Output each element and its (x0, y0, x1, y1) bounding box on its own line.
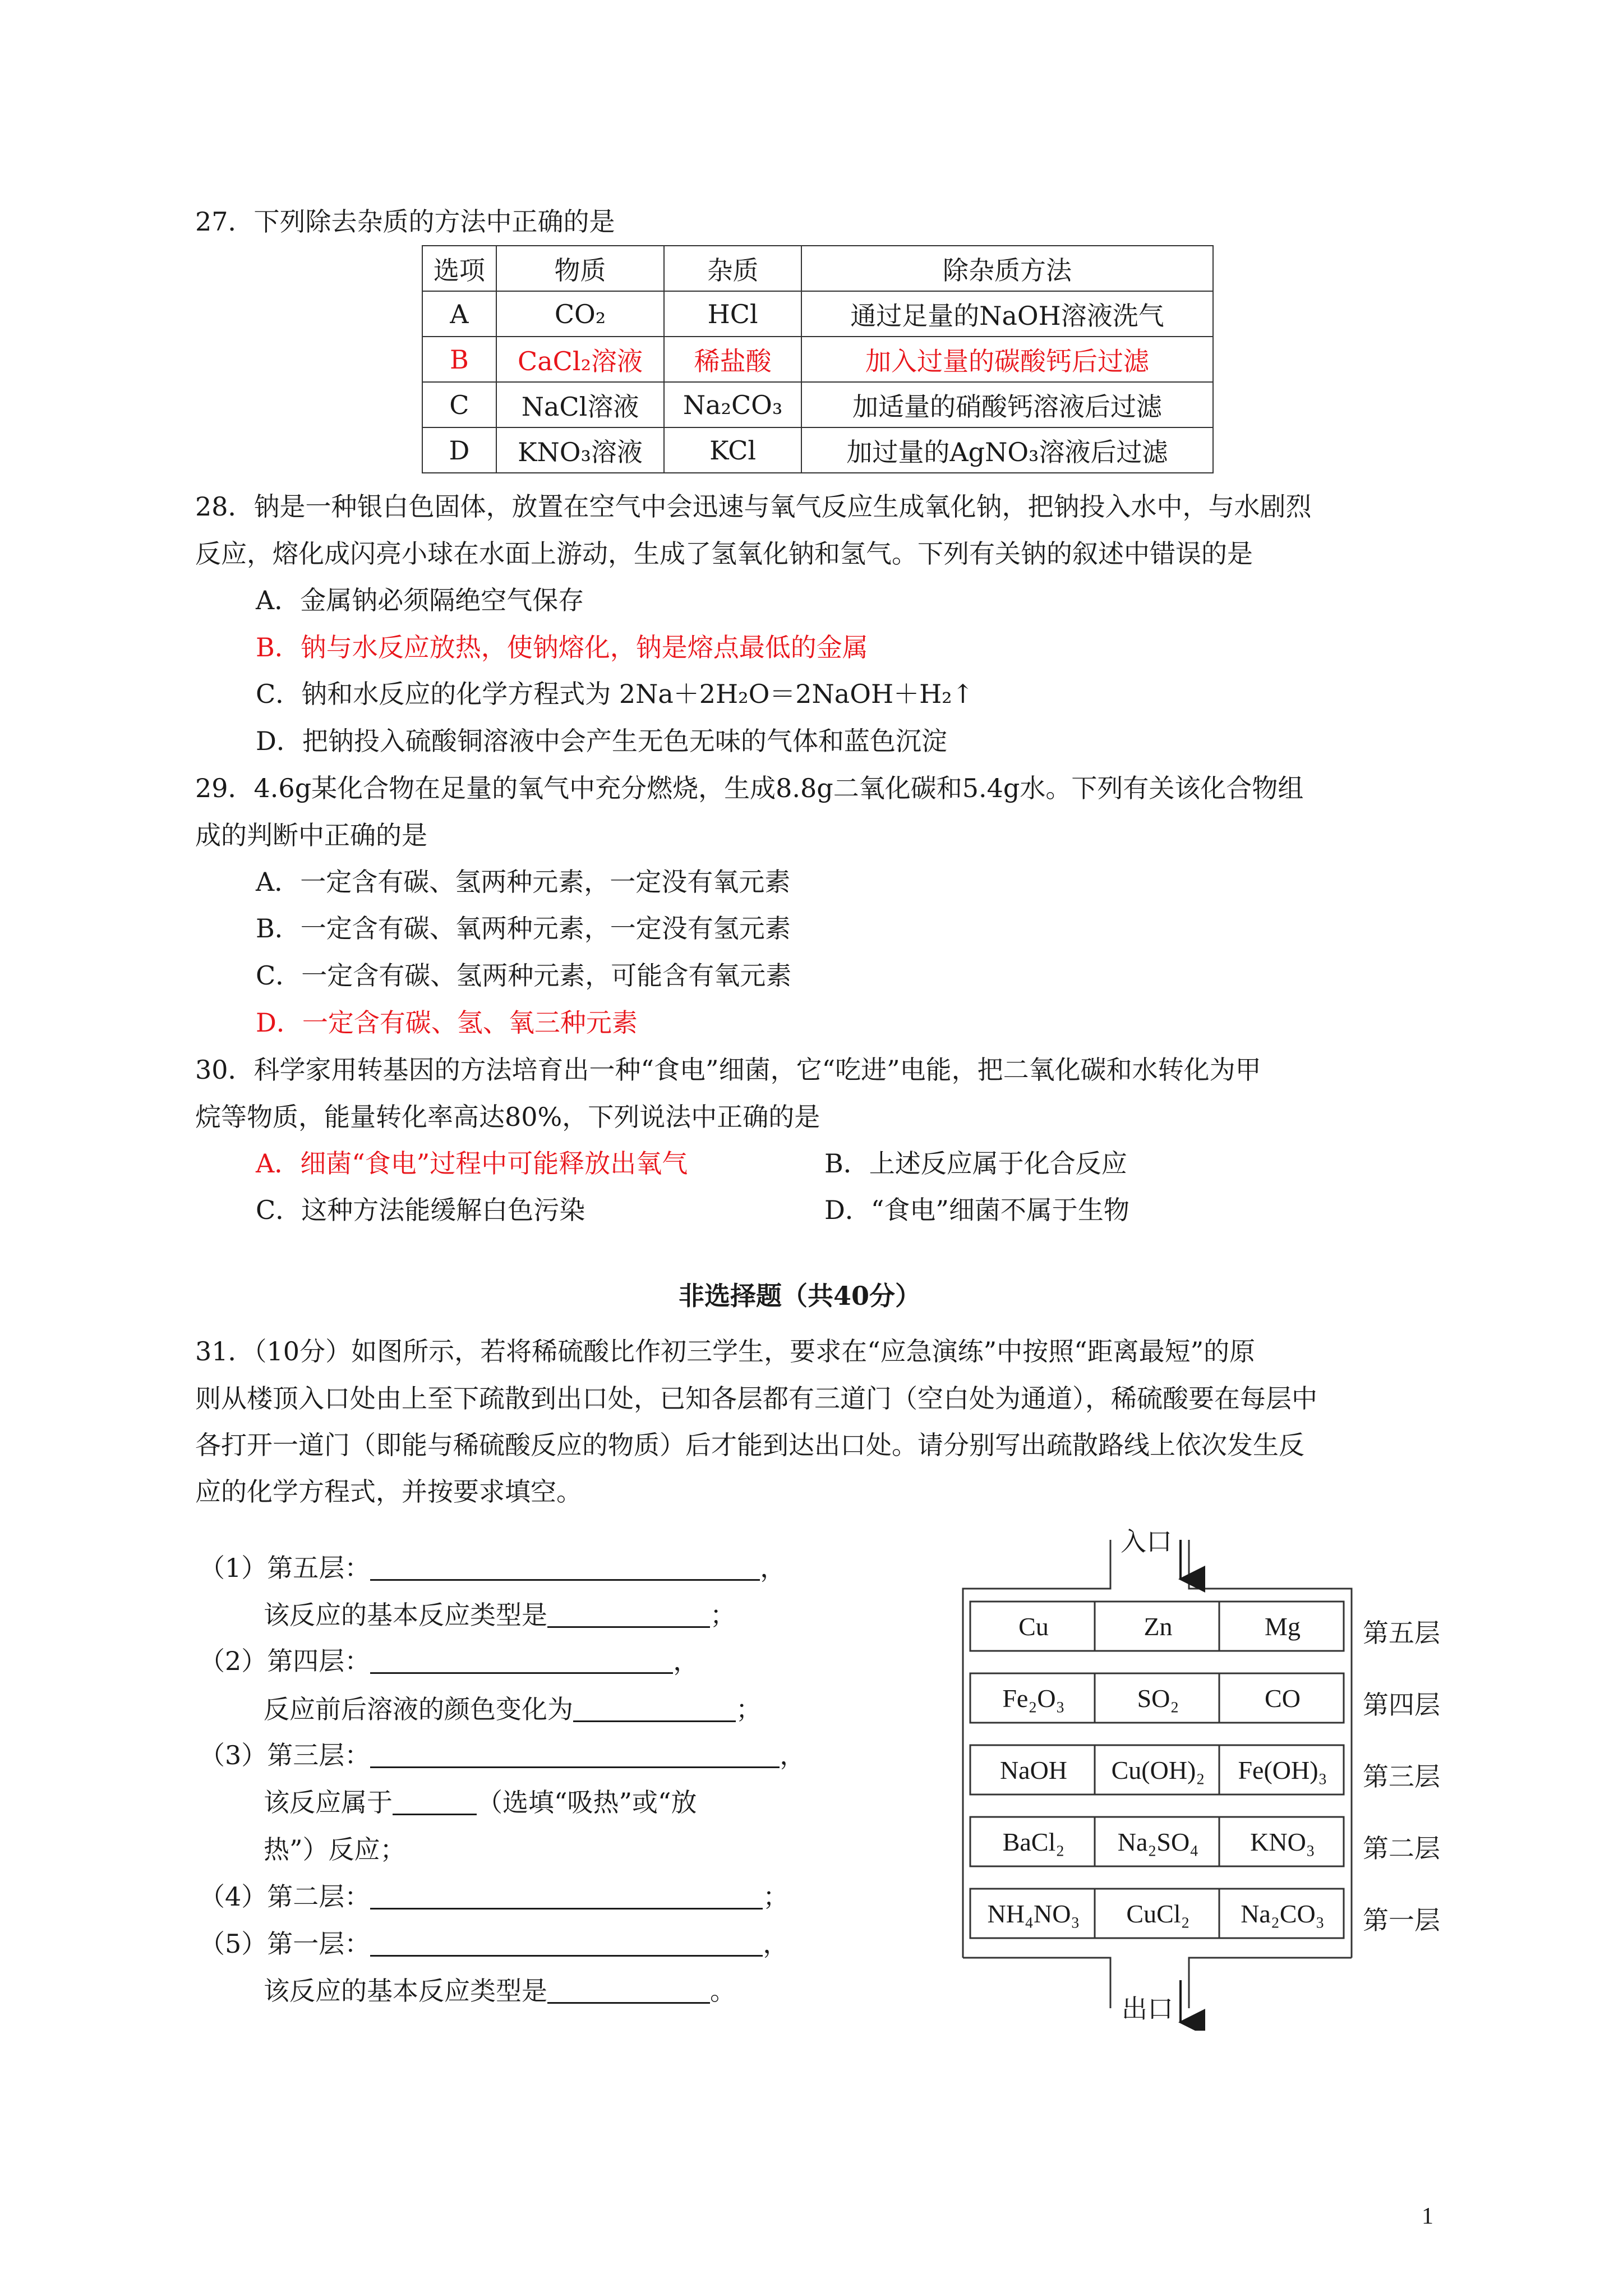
q31-item5 (199, 1931, 789, 1957)
table-header-row (422, 246, 1213, 291)
answer-blank[interactable] (370, 1744, 780, 1768)
q31-stem-line2: 则从楼顶入口处由上至下疏散到出口处，已知各层都有三道门（空白处为通道），稀硫酸要在每层中 (195, 1383, 1317, 1414)
item3-sub-label-b: （选填“吸热”或“放 (477, 1787, 697, 1818)
q30-option-c: C．这种方法能缓解白色污染 (256, 1195, 585, 1225)
row-impurity: HCl (664, 291, 801, 337)
q31-item2-sub (264, 1696, 762, 1722)
item3-label: （3）第三层： (199, 1740, 371, 1770)
row-impurity: 稀盐酸 (664, 337, 801, 382)
punct: 。 (710, 1976, 736, 2006)
item2-label: （2）第四层： (199, 1646, 371, 1676)
answer-blank[interactable] (370, 1650, 673, 1674)
punct: ， (763, 1929, 789, 1959)
answer-blank[interactable] (393, 1791, 477, 1815)
floor3-cell-2: Cu(OH)₂ (1111, 1755, 1205, 1784)
q29-option-a: A．一定含有碳、氢两种元素，一定没有氧元素 (256, 867, 791, 897)
answer-blank[interactable] (370, 1885, 763, 1910)
row-impurity: Na₂CO₃ (664, 382, 801, 427)
entrance-label: 入口 (1121, 1526, 1172, 1557)
item3-sub-label: 该反应属于 (264, 1787, 393, 1818)
q31-item3-sub-c: 热”）反应； (264, 1834, 406, 1865)
header-option: 选项 (422, 246, 496, 291)
table-row (422, 291, 1213, 337)
item5-label: （5）第一层： (199, 1929, 371, 1959)
answer-blank[interactable] (547, 1604, 710, 1628)
q31-item3-sub (264, 1787, 697, 1818)
floor1-cell-3: Na₂CO₃ (1241, 1899, 1325, 1928)
header-substance: 物质 (496, 246, 665, 291)
table-row (422, 382, 1213, 427)
floor2-cell-2: Na₂SO₄ (1117, 1827, 1199, 1856)
q30-option-a-answer: A．细菌“食电”过程中可能释放出氧气 (256, 1148, 688, 1179)
floor2-cell-1: BaCl₂ (1002, 1827, 1065, 1856)
row-method: 通过足量的NaOH溶液洗气 (801, 291, 1213, 337)
header-impurity: 杂质 (664, 246, 801, 291)
exit-label: 出口 (1122, 1994, 1173, 2024)
q30-option-d: D．“食电”细菌不属于生物 (824, 1195, 1129, 1225)
floor5-cell-2: Zn (1144, 1612, 1173, 1641)
q31-stem-line3: 各打开一道门（即能与稀硫酸反应的物质）后才能到达出口处。请分别写出疏散路线上依次发生反 (195, 1430, 1304, 1460)
q30-stem-line1: 30．科学家用转基因的方法培育出一种“食电”细菌，它“吃进”电能，把二氧化碳和水转化为甲 (195, 1055, 1261, 1085)
item5-sub-label: 该反应的基本反应类型是 (264, 1976, 547, 2006)
floor2-cell-3: KNO₃ (1250, 1827, 1315, 1856)
floor5-label: 第五层 (1363, 1618, 1440, 1648)
floor4-cell-3: CO (1265, 1683, 1301, 1713)
row-option: D (422, 427, 496, 473)
row-option: B (422, 337, 496, 382)
answer-blank[interactable] (370, 1557, 760, 1581)
punct: ， (760, 1553, 786, 1583)
punct: ； (710, 1600, 736, 1630)
q27-stem: 27．下列除去杂质的方法中正确的是 (195, 206, 615, 237)
page-number: 1 (1422, 2203, 1433, 2229)
q28-stem-line1: 28．钠是一种银白色固体，放置在空气中会迅速与氧气反应生成氧化钠，把钠投入水中，与水剧烈 (195, 491, 1312, 522)
floor3-label: 第三层 (1363, 1761, 1440, 1792)
answer-blank[interactable] (370, 1932, 763, 1957)
q31-item5-sub (264, 1978, 736, 2004)
row-substance: KNO₃溶液 (496, 427, 665, 473)
row-impurity: KCl (664, 427, 801, 473)
floor1-cell-1: NH₄NO₃ (987, 1899, 1080, 1928)
q30-stem-line2: 烷等物质，能量转化率高达80%，下列说法中正确的是 (195, 1102, 820, 1132)
punct: ， (673, 1646, 699, 1676)
q31-item3 (199, 1742, 805, 1768)
q29-option-c: C．一定含有碳、氢两种元素，可能含有氧元素 (256, 960, 792, 991)
punct: ； (736, 1694, 762, 1724)
q28-option-c: C．钠和水反应的化学方程式为 2Na＋2H₂O＝2NaOH＋H₂↑ (256, 679, 974, 709)
row-substance: NaCl溶液 (496, 382, 665, 427)
floor4-label: 第四层 (1363, 1690, 1440, 1720)
q29-stem-line1: 29．4.6g某化合物在足量的氧气中充分燃烧，生成8.8g二氧化碳和5.4g水。下列有关该化合物组 (195, 773, 1304, 803)
floor1-label: 第一层 (1363, 1905, 1440, 1935)
q31-stem-line1: 31．（10分）如图所示，若将稀硫酸比作初三学生，要求在“应急演练”中按照“距离最短”的原 (195, 1336, 1256, 1366)
q31-stem-line4: 应的化学方程式，并按要求填空。 (195, 1476, 582, 1507)
evacuation-diagram (959, 1515, 1464, 2031)
q31-item1-sub (264, 1602, 736, 1628)
floor2-label: 第二层 (1363, 1833, 1440, 1864)
q31-item4 (199, 1881, 789, 1912)
punct: ， (780, 1740, 806, 1770)
row-method: 加适量的硝酸钙溶液后过滤 (801, 382, 1213, 427)
q28-option-d: D．把钠投入硫酸铜溶液中会产生无色无味的气体和蓝色沉淀 (256, 726, 947, 756)
table-row (422, 427, 1213, 473)
row-substance: CaCl₂溶液 (496, 337, 665, 382)
row-method: 加入过量的碳酸钙后过滤 (801, 337, 1213, 382)
row-method: 加过量的AgNO₃溶液后过滤 (801, 427, 1213, 473)
q31-item1 (199, 1555, 786, 1581)
floor3-cell-3: Fe(OH)₃ (1238, 1755, 1327, 1784)
item2-sub-label: 反应前后溶液的颜色变化为 (264, 1694, 573, 1724)
table-row-answer (422, 337, 1213, 382)
floor3-cell-1: NaOH (999, 1755, 1068, 1784)
q27-table (422, 245, 1214, 473)
floor4-cell-1: Fe₂O₃ (1002, 1683, 1065, 1713)
answer-blank[interactable] (547, 1980, 710, 2004)
punct: ； (763, 1881, 789, 1912)
row-option: C (422, 382, 496, 427)
item1-sub-label: 该反应的基本反应类型是 (264, 1600, 547, 1630)
floor5-cell-3: Mg (1265, 1612, 1301, 1641)
q29-option-b: B．一定含有碳、氧两种元素，一定没有氢元素 (256, 913, 791, 944)
q28-option-b-answer: B．钠与水反应放热，使钠熔化，钠是熔点最低的金属 (256, 632, 868, 662)
q31-item2 (199, 1648, 699, 1674)
header-method: 除杂质方法 (801, 246, 1213, 291)
floor4-cell-2: SO₂ (1137, 1683, 1179, 1713)
floor5-cell-1: Cu (1018, 1612, 1049, 1641)
q30-option-b: B．上述反应属于化合反应 (824, 1148, 1127, 1179)
item1-label: （1）第五层： (199, 1553, 371, 1583)
q28-option-a: A．金属钠必须隔绝空气保存 (256, 585, 584, 615)
row-substance: CO₂ (496, 291, 665, 337)
q29-option-d-answer: D．一定含有碳、氢、氧三种元素 (256, 1007, 638, 1038)
section-title: 非选择题（共40分） (679, 1281, 921, 1311)
item4-label: （4）第二层： (199, 1881, 371, 1912)
floor1-cell-2: CuCl₂ (1126, 1899, 1190, 1928)
answer-blank[interactable] (573, 1698, 736, 1722)
row-option: A (422, 291, 496, 337)
q28-stem-line2: 反应，熔化成闪亮小球在水面上游动，生成了氢氧化钠和氢气。下列有关钠的叙述中错误的是 (195, 539, 1253, 569)
q29-stem-line2: 成的判断中正确的是 (195, 820, 427, 850)
